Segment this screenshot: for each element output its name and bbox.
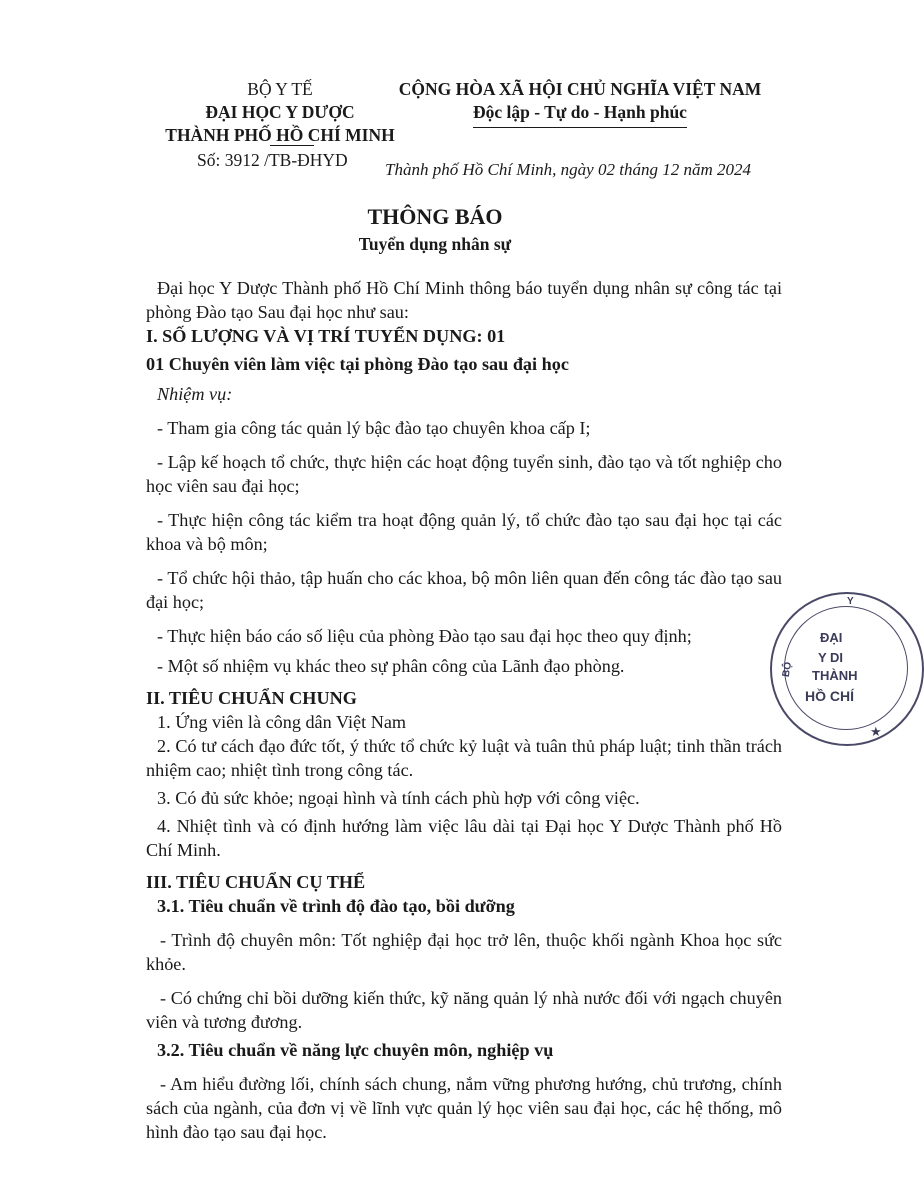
document-number: Số: 3912 /TB-ĐHYD	[197, 150, 348, 170]
official-seal	[770, 592, 924, 746]
section-1-heading: I. SỐ LƯỢNG VÀ VỊ TRÍ TUYỂN DỤNG: 01	[146, 326, 506, 346]
seal-star-icon: ★	[870, 724, 882, 739]
duties-label: Nhiệm vụ:	[157, 384, 233, 404]
seal-text: THÀNH	[812, 668, 858, 683]
duty-item: - Một số nhiệm vụ khác theo sự phân công của Lãnh đạo phòng.	[157, 656, 625, 676]
competency-item: - Am hiểu đường lối, chính sách chung, nắm vững phương hướng, chủ trương, chính sách của ngành, của đơn vị về lĩnh vực quản lý học viên sau đại học, các hệ thống, mô hình đào tạo sau đại học.	[146, 1074, 782, 1142]
seal-text: Y	[847, 596, 854, 607]
national-motto: Độc lập - Tự do - Hạnh phúc	[473, 101, 687, 128]
duty-item: - Thực hiện báo cáo số liệu của phòng Đào tạo sau đại học theo quy định;	[157, 626, 692, 646]
criteria-item: 1. Ứng viên là công dân Việt Nam	[157, 712, 407, 732]
seal-text: HỒ CHÍ	[805, 688, 854, 704]
seal-text: ĐẠI	[820, 630, 843, 645]
training-item: - Có chứng chỉ bồi dưỡng kiến thức, kỹ năng quản lý nhà nước đối với ngạch chuyên viên và tương đương.	[146, 988, 782, 1032]
subsection-3-1-heading: 3.1. Tiêu chuẩn về trình độ đào tạo, bồi dưỡng	[157, 896, 515, 916]
seal-text: Y DI	[818, 650, 844, 665]
country-name: CỘNG HÒA XÃ HỘI CHỦ NGHĨA VIỆT NAM	[398, 79, 762, 99]
criteria-item: 2. Có tư cách đạo đức tốt, ý thức tổ chức kỷ luật và tuân thủ pháp luật; tinh thần trách nhiệm cao; nhiệt tình trong công tác.	[146, 736, 782, 780]
duty-item: - Tổ chức hội thảo, tập huấn cho các khoa, bộ môn liên quan đến công tác đào tạo sau đại học;	[146, 568, 782, 612]
section-3-heading: III. TIÊU CHUẨN CỤ THỂ	[146, 872, 366, 892]
national-header	[360, 78, 800, 128]
document-subtitle: Tuyển dụng nhân sự	[358, 234, 512, 254]
duty-item: - Tham gia công tác quản lý bậc đào tạo chuyên khoa cấp I;	[157, 418, 591, 438]
training-item: - Trình độ chuyên môn: Tốt nghiệp đại học trở lên, thuộc khối ngành Khoa học sức khỏe.	[146, 930, 782, 974]
position-title: 01 Chuyên viên làm việc tại phòng Đào tạo sau đại học	[146, 354, 569, 374]
seal-text: BỘ	[780, 661, 795, 678]
university-name-line2: THÀNH PHỐ HỒ CHÍ MINH	[165, 125, 395, 145]
criteria-item: 3. Có đủ sức khỏe; ngoại hình và tính cách phù hợp với công việc.	[157, 788, 640, 808]
ministry-name: BỘ Y TẾ	[247, 79, 313, 99]
issuer-underline	[270, 145, 314, 146]
section-2-heading: II. TIÊU CHUẨN CHUNG	[146, 688, 357, 708]
document-title: THÔNG BÁO	[367, 204, 503, 229]
issue-date: Thành phố Hồ Chí Minh, ngày 02 tháng 12 năm 2024	[385, 160, 751, 179]
document-body	[146, 276, 782, 1144]
intro-paragraph: Đại học Y Dược Thành phố Hồ Chí Minh thông báo tuyển dụng nhân sự công tác tại phòng Đào tạo Sau đại học như sau:	[146, 278, 782, 322]
duty-item: - Thực hiện công tác kiểm tra hoạt động quản lý, tổ chức đào tạo sau đại học tại các khoa và bộ môn;	[146, 510, 782, 554]
university-name-line1: ĐẠI HỌC Y DƯỢC	[205, 102, 355, 122]
subsection-3-2-heading: 3.2. Tiêu chuẩn về năng lực chuyên môn, nghiệp vụ	[157, 1040, 554, 1060]
duty-item: - Lập kế hoạch tổ chức, thực hiện các hoạt động tuyển sinh, đào tạo và tốt nghiệp cho học viên sau đại học;	[146, 452, 782, 496]
criteria-item: 4. Nhiệt tình và có định hướng làm việc lâu dài tại Đại học Y Dược Thành phố Hồ Chí Minh.	[146, 816, 782, 860]
